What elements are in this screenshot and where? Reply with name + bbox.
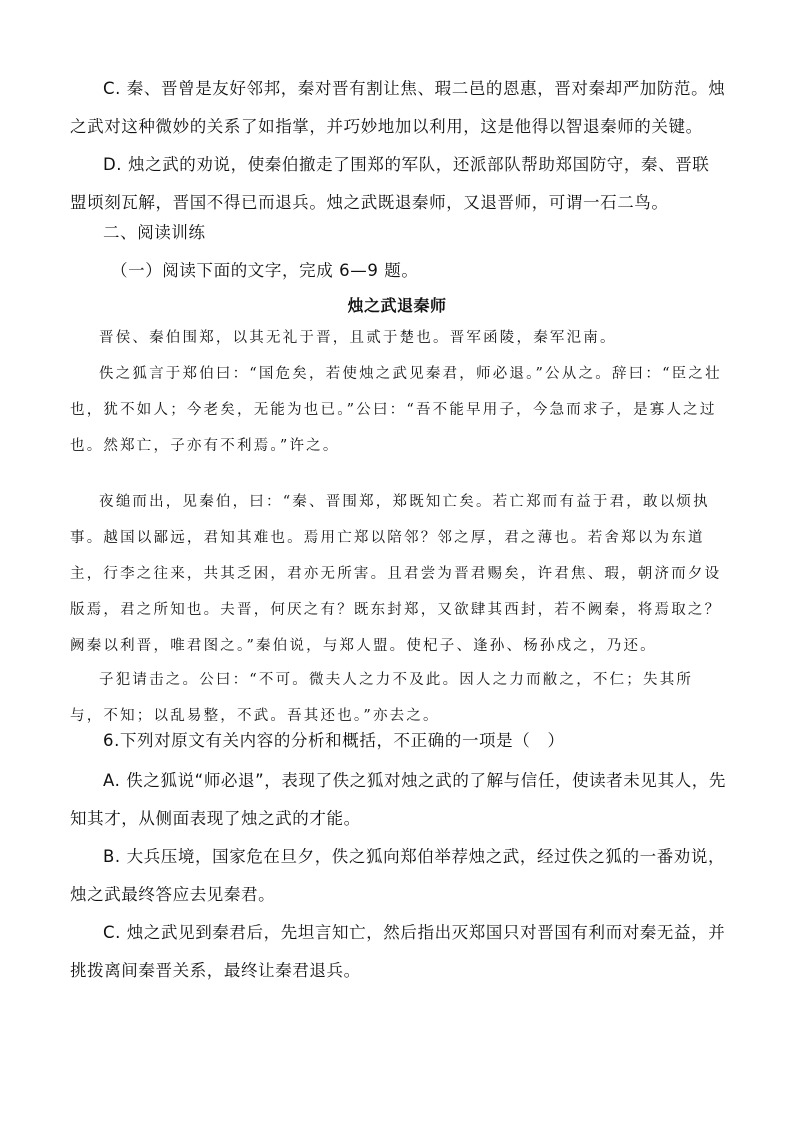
passage-paragraph-1: 晋侯、秦伯围郑，以其无礼于晋，且贰于楚也。晋军函陵，秦军氾南。 xyxy=(99,330,617,346)
question-6-option-b: B. 大兵压境，国家危在旦夕，佚之狐向郑伯举荐烛之武，经过佚之狐的一番劝说，烛之武最终答应去见秦君。 xyxy=(70,847,726,904)
passage-paragraph-2: 佚之狐言于郑伯曰：“国危矣，若使烛之武见秦君，师必退。”公从之。辞曰：“臣之壮也，犹不如人；今老矣，无能为也已。”公曰：“吾不能早用子，今急而求子，是寡人之过也。然郑亡，子亦有不利焉。”许之。 xyxy=(70,366,722,454)
sub-heading: （一）阅读下面的文字，完成 6—9 题。 xyxy=(111,261,419,280)
question-6-option-a: A. 佚之狐说“师必退”，表现了佚之狐对烛之武的了解与信任，使读者未见其人，先知其才，从侧面表现了烛之武的才能。 xyxy=(70,771,726,828)
passage-paragraph-3: 夜缒而出，见秦伯，曰：“秦、晋围郑，郑既知亡矣。若亡郑而有益于君，敢以烦执事。越国以鄙远，君知其难也。焉用亡郑以陪邻？邻之厚，君之薄也。若舍郑以为东道主，行李之往来，共其乏困，君亦无所害。且君尝为晋君赐矣，许君焦、瑕，朝济而夕设版焉，君之所知也。夫晋，何厌之有？既东封郑，又欲肆其西封，若不阙秦，将焉取之？阙秦以利晋，唯君图之。”秦伯说，与郑人盟。使杞子、逢孙、杨孙戍之，乃还。 xyxy=(70,494,722,654)
option-c-prev-question: C. 秦、晋曾是友好邻邦，秦对晋有割让焦、瑕二邑的恩惠，晋对秦却严加防范。烛之武对这种微妙的关系了如指掌，并巧妙地加以利用，这是他得以智退秦师的关键。 xyxy=(70,79,726,136)
passage-paragraph-4: 子犯请击之。公曰：“不可。微夫人之力不及此。因人之力而敝之，不仁；失其所与，不知；以乱易整，不武。吾其还也。”亦去之。 xyxy=(70,672,694,724)
option-d-prev-question: D. 烛之武的劝说，使秦伯撤走了围郑的军队，还派部队帮助郑国防守，秦、晋联盟顷刻瓦解，晋国不得已而退兵。烛之武既退秦师，又退晋师，可谓一石二鸟。 xyxy=(70,155,710,212)
question-6-option-c: C. 烛之武见到秦君后，先坦言知亡，然后指出灭郑国只对晋国有利而对秦无益，并挑拨离间秦晋关系，最终让秦君退兵。 xyxy=(70,923,726,980)
question-6: 6.下列对原文有关内容的分析和概括，不正确的一项是（ ） xyxy=(103,731,565,750)
passage-title: 烛之武退秦师 xyxy=(347,296,447,315)
section-heading: 二、阅读训练 xyxy=(103,223,206,242)
